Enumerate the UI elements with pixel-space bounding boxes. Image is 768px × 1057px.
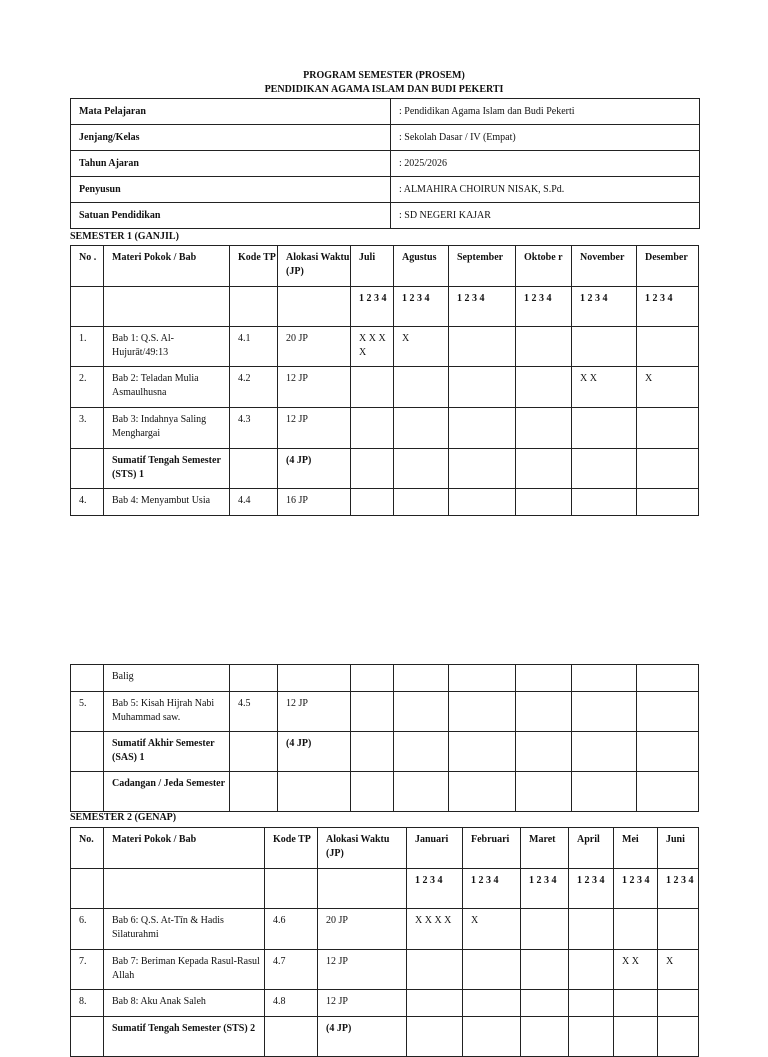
table-row <box>71 950 699 990</box>
week-numbers: 1 2 3 4 <box>637 287 699 327</box>
column-header: Materi Pokok / Bab <box>104 828 265 869</box>
column-header: Kode TP <box>265 828 318 869</box>
row-number: 2. <box>71 367 104 408</box>
table-row <box>71 489 699 516</box>
empty-cell <box>278 287 351 327</box>
info-value: : ALMAHIRA CHOIRUN NISAK, S.Pd. <box>391 177 700 203</box>
month-mark-cell: X <box>637 367 699 408</box>
kode-tp-cell <box>230 449 278 489</box>
week-numbers: 1 2 3 4 <box>463 869 521 909</box>
month-mark-cell <box>614 990 658 1017</box>
month-mark-cell <box>351 449 394 489</box>
week-numbers: 1 2 3 4 <box>572 287 637 327</box>
month-mark-cell <box>449 327 516 367</box>
month-mark-cell <box>449 772 516 812</box>
semester-2-label: SEMESTER 2 (GENAP) <box>70 812 177 823</box>
materi-cell: Bab 1: Q.S. Al-Hujurāt/49:13 <box>104 327 230 367</box>
row-number <box>71 449 104 489</box>
info-label: Tahun Ajaran <box>71 151 391 177</box>
alokasi-cell: 12 JP <box>278 367 351 408</box>
month-mark-cell <box>463 1017 521 1057</box>
week-numbers: 1 2 3 4 <box>394 287 449 327</box>
materi-cell: Bab 5: Kisah Hijrah Nabi Muhammad saw. <box>104 692 230 732</box>
row-number <box>71 732 104 772</box>
table-row <box>71 408 699 449</box>
column-header: No . <box>71 246 104 287</box>
week-numbers: 1 2 3 4 <box>658 869 699 909</box>
month-mark-cell <box>394 772 449 812</box>
semester-2-table <box>70 827 699 1057</box>
month-mark-cell: X X X X <box>351 327 394 367</box>
month-mark-cell <box>569 909 614 950</box>
month-mark-cell <box>351 665 394 692</box>
month-mark-cell <box>637 327 699 367</box>
month-mark-cell <box>572 408 637 449</box>
alokasi-cell: 12 JP <box>318 990 407 1017</box>
month-mark-cell <box>449 732 516 772</box>
info-label: Satuan Pendidikan <box>71 203 391 229</box>
table-header-row <box>71 828 699 869</box>
table-row <box>71 990 699 1017</box>
month-mark-cell <box>521 950 569 990</box>
row-number: 4. <box>71 489 104 516</box>
alokasi-cell: 16 JP <box>278 489 351 516</box>
month-mark-cell: X <box>658 950 699 990</box>
column-header: Agustus <box>394 246 449 287</box>
month-mark-cell <box>572 732 637 772</box>
column-header: Materi Pokok / Bab <box>104 246 230 287</box>
info-label: Jenjang/Kelas <box>71 125 391 151</box>
alokasi-cell: (4 JP) <box>278 732 351 772</box>
month-mark-cell <box>449 489 516 516</box>
month-mark-cell <box>394 367 449 408</box>
month-mark-cell <box>572 692 637 732</box>
info-row <box>71 177 700 203</box>
month-mark-cell <box>516 408 572 449</box>
info-label: Penyusun <box>71 177 391 203</box>
month-mark-cell <box>569 990 614 1017</box>
column-header: Mei <box>614 828 658 869</box>
document-subtitle: PENDIDIKAN AGAMA ISLAM DAN BUDI PEKERTI <box>264 84 504 95</box>
info-value: : Sekolah Dasar / IV (Empat) <box>391 125 700 151</box>
month-mark-cell <box>637 408 699 449</box>
table-row <box>71 327 699 367</box>
empty-cell <box>71 869 104 909</box>
table-row <box>71 909 699 950</box>
kode-tp-cell: 4.4 <box>230 489 278 516</box>
month-mark-cell <box>463 950 521 990</box>
table-header-row <box>71 246 699 287</box>
week-numbers: 1 2 3 4 <box>516 287 572 327</box>
month-mark-cell <box>637 732 699 772</box>
column-header: November <box>572 246 637 287</box>
month-mark-cell <box>351 489 394 516</box>
kode-tp-cell <box>230 732 278 772</box>
month-mark-cell: X <box>394 327 449 367</box>
month-mark-cell <box>572 772 637 812</box>
column-header: Oktobe r <box>516 246 572 287</box>
materi-cell: Bab 2: Teladan Mulia Asmaulhusna <box>104 367 230 408</box>
month-mark-cell <box>521 909 569 950</box>
empty-cell <box>318 869 407 909</box>
row-number: 7. <box>71 950 104 990</box>
month-mark-cell <box>407 950 463 990</box>
month-mark-cell <box>521 990 569 1017</box>
week-numbers: 1 2 3 4 <box>614 869 658 909</box>
info-row <box>71 125 700 151</box>
month-mark-cell <box>572 665 637 692</box>
month-mark-cell <box>572 489 637 516</box>
row-number: 5. <box>71 692 104 732</box>
row-number: 1. <box>71 327 104 367</box>
info-row <box>71 151 700 177</box>
month-mark-cell <box>394 449 449 489</box>
month-mark-cell <box>637 772 699 812</box>
empty-cell <box>265 869 318 909</box>
week-numbers: 1 2 3 4 <box>449 287 516 327</box>
semester-1-table-continued <box>70 664 699 812</box>
column-header: Kode TP <box>230 246 278 287</box>
table-row <box>71 732 699 772</box>
semester-1-table <box>70 245 699 516</box>
column-header: Alokasi Waktu (JP) <box>318 828 407 869</box>
alokasi-cell: (4 JP) <box>278 449 351 489</box>
table-row <box>71 692 699 732</box>
month-mark-cell <box>614 1017 658 1057</box>
materi-cell: Balig <box>104 665 230 692</box>
table-row <box>71 1017 699 1057</box>
column-header: Alokasi Waktu (JP) <box>278 246 351 287</box>
month-mark-cell <box>407 990 463 1017</box>
info-value: : 2025/2026 <box>391 151 700 177</box>
kode-tp-cell: 4.5 <box>230 692 278 732</box>
month-mark-cell <box>516 489 572 516</box>
column-header: No. <box>71 828 104 869</box>
month-mark-cell <box>351 408 394 449</box>
month-mark-cell <box>516 367 572 408</box>
alokasi-cell: 12 JP <box>318 950 407 990</box>
table-row <box>71 449 699 489</box>
month-mark-cell <box>637 692 699 732</box>
week-numbers: 1 2 3 4 <box>521 869 569 909</box>
table-row <box>71 772 699 812</box>
month-mark-cell: X X <box>572 367 637 408</box>
month-mark-cell <box>569 950 614 990</box>
info-value: : Pendidikan Agama Islam dan Budi Pekerti <box>391 99 700 125</box>
month-mark-cell <box>394 665 449 692</box>
month-mark-cell <box>449 367 516 408</box>
kode-tp-cell <box>230 772 278 812</box>
month-mark-cell <box>394 408 449 449</box>
alokasi-cell: (4 JP) <box>318 1017 407 1057</box>
column-header: April <box>569 828 614 869</box>
alokasi-cell: 20 JP <box>318 909 407 950</box>
month-mark-cell <box>516 327 572 367</box>
table-row <box>71 665 699 692</box>
info-table <box>70 98 700 229</box>
kode-tp-cell <box>230 665 278 692</box>
month-mark-cell <box>516 449 572 489</box>
row-number: 3. <box>71 408 104 449</box>
row-number: 8. <box>71 990 104 1017</box>
alokasi-cell <box>278 772 351 812</box>
month-mark-cell <box>351 732 394 772</box>
month-mark-cell <box>658 1017 699 1057</box>
month-mark-cell <box>463 990 521 1017</box>
month-mark-cell <box>516 665 572 692</box>
materi-cell: Bab 6: Q.S. At-Tīn & Hadis Silaturahmi <box>104 909 265 950</box>
week-numbers: 1 2 3 4 <box>351 287 394 327</box>
month-mark-cell <box>572 327 637 367</box>
row-number: 6. <box>71 909 104 950</box>
column-header: September <box>449 246 516 287</box>
column-header: Januari <box>407 828 463 869</box>
month-mark-cell <box>351 367 394 408</box>
info-value: : SD NEGERI KAJAR <box>391 203 700 229</box>
month-mark-cell <box>572 449 637 489</box>
kode-tp-cell: 4.7 <box>265 950 318 990</box>
kode-tp-cell: 4.1 <box>230 327 278 367</box>
column-header: Maret <box>521 828 569 869</box>
kode-tp-cell: 4.2 <box>230 367 278 408</box>
month-mark-cell <box>407 1017 463 1057</box>
month-mark-cell <box>569 1017 614 1057</box>
week-numbers: 1 2 3 4 <box>569 869 614 909</box>
month-mark-cell <box>637 449 699 489</box>
month-mark-cell <box>449 665 516 692</box>
info-row <box>71 203 700 229</box>
kode-tp-cell: 4.3 <box>230 408 278 449</box>
alokasi-cell <box>278 665 351 692</box>
month-mark-cell <box>521 1017 569 1057</box>
table-row <box>71 367 699 408</box>
materi-cell: Sumatif Akhir Semester (SAS) 1 <box>104 732 230 772</box>
month-mark-cell <box>516 772 572 812</box>
kode-tp-cell <box>265 1017 318 1057</box>
column-header: Juli <box>351 246 394 287</box>
row-number <box>71 665 104 692</box>
row-number <box>71 772 104 812</box>
kode-tp-cell: 4.8 <box>265 990 318 1017</box>
month-mark-cell <box>449 408 516 449</box>
month-mark-cell <box>516 692 572 732</box>
empty-cell <box>230 287 278 327</box>
column-header: Juni <box>658 828 699 869</box>
empty-cell <box>104 869 265 909</box>
month-mark-cell: X X X X <box>407 909 463 950</box>
kode-tp-cell: 4.6 <box>265 909 318 950</box>
semester-1-label: SEMESTER 1 (GANJIL) <box>70 231 179 242</box>
empty-cell <box>71 287 104 327</box>
month-mark-cell <box>658 990 699 1017</box>
month-mark-cell <box>394 489 449 516</box>
column-header: Desember <box>637 246 699 287</box>
document-title: PROGRAM SEMESTER (PROSEM) <box>303 70 465 81</box>
month-mark-cell <box>637 665 699 692</box>
week-numbers-row <box>71 869 699 909</box>
materi-cell: Cadangan / Jeda Semester <box>104 772 230 812</box>
materi-cell: Bab 4: Menyambut Usia <box>104 489 230 516</box>
alokasi-cell: 12 JP <box>278 408 351 449</box>
row-number <box>71 1017 104 1057</box>
info-label: Mata Pelajaran <box>71 99 391 125</box>
month-mark-cell <box>449 449 516 489</box>
materi-cell: Sumatif Tengah Semester (STS) 2 <box>104 1017 265 1057</box>
month-mark-cell <box>637 489 699 516</box>
month-mark-cell <box>394 732 449 772</box>
info-row <box>71 99 700 125</box>
week-numbers-row <box>71 287 699 327</box>
month-mark-cell: X <box>463 909 521 950</box>
empty-cell <box>104 287 230 327</box>
alokasi-cell: 20 JP <box>278 327 351 367</box>
materi-cell: Sumatif Tengah Semester (STS) 1 <box>104 449 230 489</box>
column-header: Februari <box>463 828 521 869</box>
month-mark-cell <box>394 692 449 732</box>
month-mark-cell <box>658 909 699 950</box>
month-mark-cell <box>614 909 658 950</box>
alokasi-cell: 12 JP <box>278 692 351 732</box>
materi-cell: Bab 8: Aku Anak Saleh <box>104 990 265 1017</box>
month-mark-cell <box>351 772 394 812</box>
month-mark-cell: X X <box>614 950 658 990</box>
month-mark-cell <box>351 692 394 732</box>
materi-cell: Bab 7: Beriman Kepada Rasul-Rasul Allah <box>104 950 265 990</box>
week-numbers: 1 2 3 4 <box>407 869 463 909</box>
materi-cell: Bab 3: Indahnya Saling Menghargai <box>104 408 230 449</box>
month-mark-cell <box>449 692 516 732</box>
month-mark-cell <box>516 732 572 772</box>
